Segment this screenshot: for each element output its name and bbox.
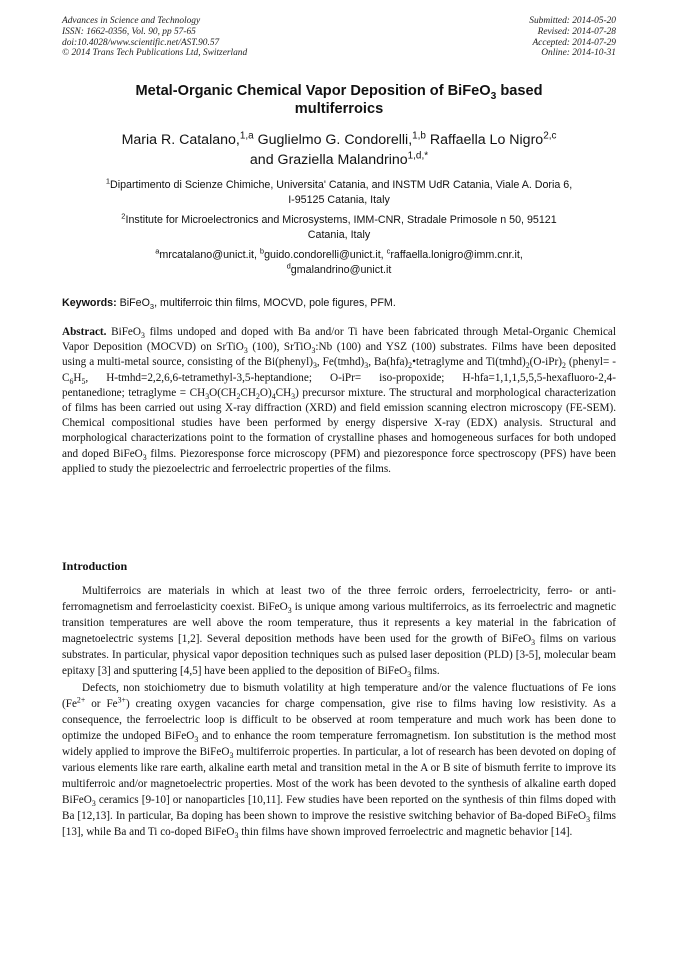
author-emails: $^a$mrcatalano@unict.it, $^b$guido.condorelli@unict.it, $^c$raffaella.lonigro@imm.cnr.it, $^d$gmalandrino@unict.it	[155, 246, 523, 276]
keywords-label: Keywords:	[62, 297, 117, 309]
email-lo-nigro[interactable]: raffaella.lonigro@imm.cnr.it,	[390, 249, 523, 261]
email-catalano[interactable]: mrcatalano@unict.it,	[159, 249, 260, 261]
author-list: Maria R. Catalano,$^{1,a}$ Guglielmo G. Condorelli,$^{1,b}$ Raffaella Lo Nigro$^{2,c}$ and Graziella Malandrino$^{1,d,*}$	[121, 130, 557, 168]
affiliation-1: $^1$Dipartimento di Scienze Chimiche, Universita' Catania, and INSTM UdR Catania, Viale A. Doria 6, I-95125 Catania, Italy	[105, 176, 573, 206]
paper-title	[62, 82, 616, 118]
abstract-label: Abstract.	[62, 326, 107, 338]
abstract: Abstract. BiFeO$_3$ films undoped and doped with Ba and/or Ti have been fabricated through Metal-Organic Chemical Vapor Deposition (MOCVD) on SrTiO$_3$ (100), SrTiO$_3$:Nb (100) and YSZ (100) substrates. Films have been deposited using a multi-metal source, consisting of the $Bi(phenyl)_3$, $Fe(tmhd)_3$, $Ba(hfa)_2•tetraglyme$ and $Ti(tmhd)_2(O-iPr)_2$ (phenyl= $-C_6H_5$, H-tmhd=2,2,6,6-tetramethyl-3,5-heptandione; O-iPr= iso-propoxide; H-hfa=1,1,1,5,5,5-hexafluoro-2,4-pentanedione; tetraglyme = $CH_3O(CH_2CH_2O)_4CH_3$) precursor mixture. The structural and morphological characterization of films has been carried out using X-ray diffraction (XRD) and field emission scanning electron microscopy (FE-SEM). Chemical compositional studies have been performed by energy dispersive X-ray (EDX) analysis. Structural and morphological characterizations point to the formation of crystalline phases and homogeneous surfaces for both undoped and doped BiFeO$_3$ films. Piezoresponse force microscopy (PFM) and piezoresponce force spectroscopy (PFS) have been applied to study the piezoelectric and ferroelectric properties of the films.	[62, 326, 617, 475]
author-catalano: Maria R. Catalano,	[121, 132, 240, 148]
email-malandrino[interactable]: gmalandrino@unict.it	[290, 264, 392, 276]
date-accepted: Accepted: 2014-07-29	[532, 37, 616, 48]
title-line-1: Metal-Organic Chemical Vapor Deposition of BiFeO$_3$ based	[135, 83, 543, 102]
journal-doi[interactable]: doi:10.4028/www.scientific.net/AST.90.57	[62, 37, 220, 48]
author-condorelli: Guglielmo G. Condorelli,	[253, 132, 413, 148]
intro-paragraph-2: Defects, non stoichiometry due to bismuth volatility at high temperature and/or the valence fluctuations of Fe ions ($Fe^{2+}$ or $Fe^{3+}$) creating oxygen vacancies for charge compensation, give rise to films having low resistivity. As a consequence, the ferroelectric loop is difficult to be observed at room temperature and much work has been done to optimize the undoped BiFeO$_3$ and to enhance the room temperature ferromagnetism. Ion substitution is the method most widely applied to improve the BiFeO$_3$ multiferroic properties. In particular, a lot of research has been devoted on doping of various elements like rare earth, alkaline earth metal and transition metal in the A or B site of bismuth ferrite to improve its multiferroic and/or magnetoelectric properties. Most of the work has been devoted to the synthesis of alkaline earth doped BiFeO$_3$ ceramics [9-10] or nanoparticles [10,11]. Few studies have been reported on the synthesis of thin films doped with Ba [12,13]. In particular, Ba doping has been shown to improve the resistive switching behavior of Ba-doped BiFeO$_3$ films [13], while Ba and Ti co-doped BiFeO$_3$ thin films have shown improved ferroelectric and magnetic behavior [14].	[62, 681, 617, 841]
journal-copyright: © 2014 Trans Tech Publications Ltd, Switzerland	[62, 48, 248, 59]
intro-paragraph-1: Multiferroics are materials in which at least two of the three ferroic orders, ferroelectricity, ferro- or anti-ferromagnetism and ferroelasticity coexist. BiFeO$_3$ is unique among various multiferroics, as its ferroelectric and magnetic transition temperatures are well above the room temperature, thus it represents a key material in the fabrication of magnetoelectric systems [1,2]. Several deposition methods have been used for the growth of BiFeO$_3$ films on various substrates. In particular, physical vapor deposition techniques such as pulsed laser deposition (PLD) [3-5], molecular beam epitaxy [3] and sputtering [4,5] have been applied to the deposition of BiFeO$_3$ films.	[62, 585, 616, 680]
date-submitted: Submitted: 2014-05-20	[529, 16, 616, 26]
affiliation-2: $^2$Institute for Microelectronics and Microsystems, IMM-CNR, Stradale Primosole n 50, 95121 Catania, Italy	[121, 211, 557, 241]
introduction-body	[62, 583, 616, 841]
title-line-2: multiferroics	[294, 101, 384, 117]
journal-name: Advances in Science and Technology	[62, 16, 201, 26]
keywords: Keywords: BiFeO$_3$, multiferroic thin films, MOCVD, pole figures, PFM.	[62, 297, 396, 312]
date-revised: Revised: 2014-07-28	[537, 26, 616, 37]
author-lo-nigro: Raffaella Lo Nigro	[425, 132, 544, 148]
date-online: Online: 2014-10-31	[541, 48, 616, 59]
journal-info	[62, 16, 247, 59]
author-malandrino: and Graziella Malandrino	[249, 152, 408, 168]
journal-issn: ISSN: 1662-0356, Vol. 90, pp 57-65	[62, 26, 196, 37]
email-condorelli[interactable]: guido.condorelli@unict.it,	[264, 249, 387, 261]
introduction-heading: Introduction	[62, 559, 128, 573]
publication-dates	[529, 16, 616, 59]
